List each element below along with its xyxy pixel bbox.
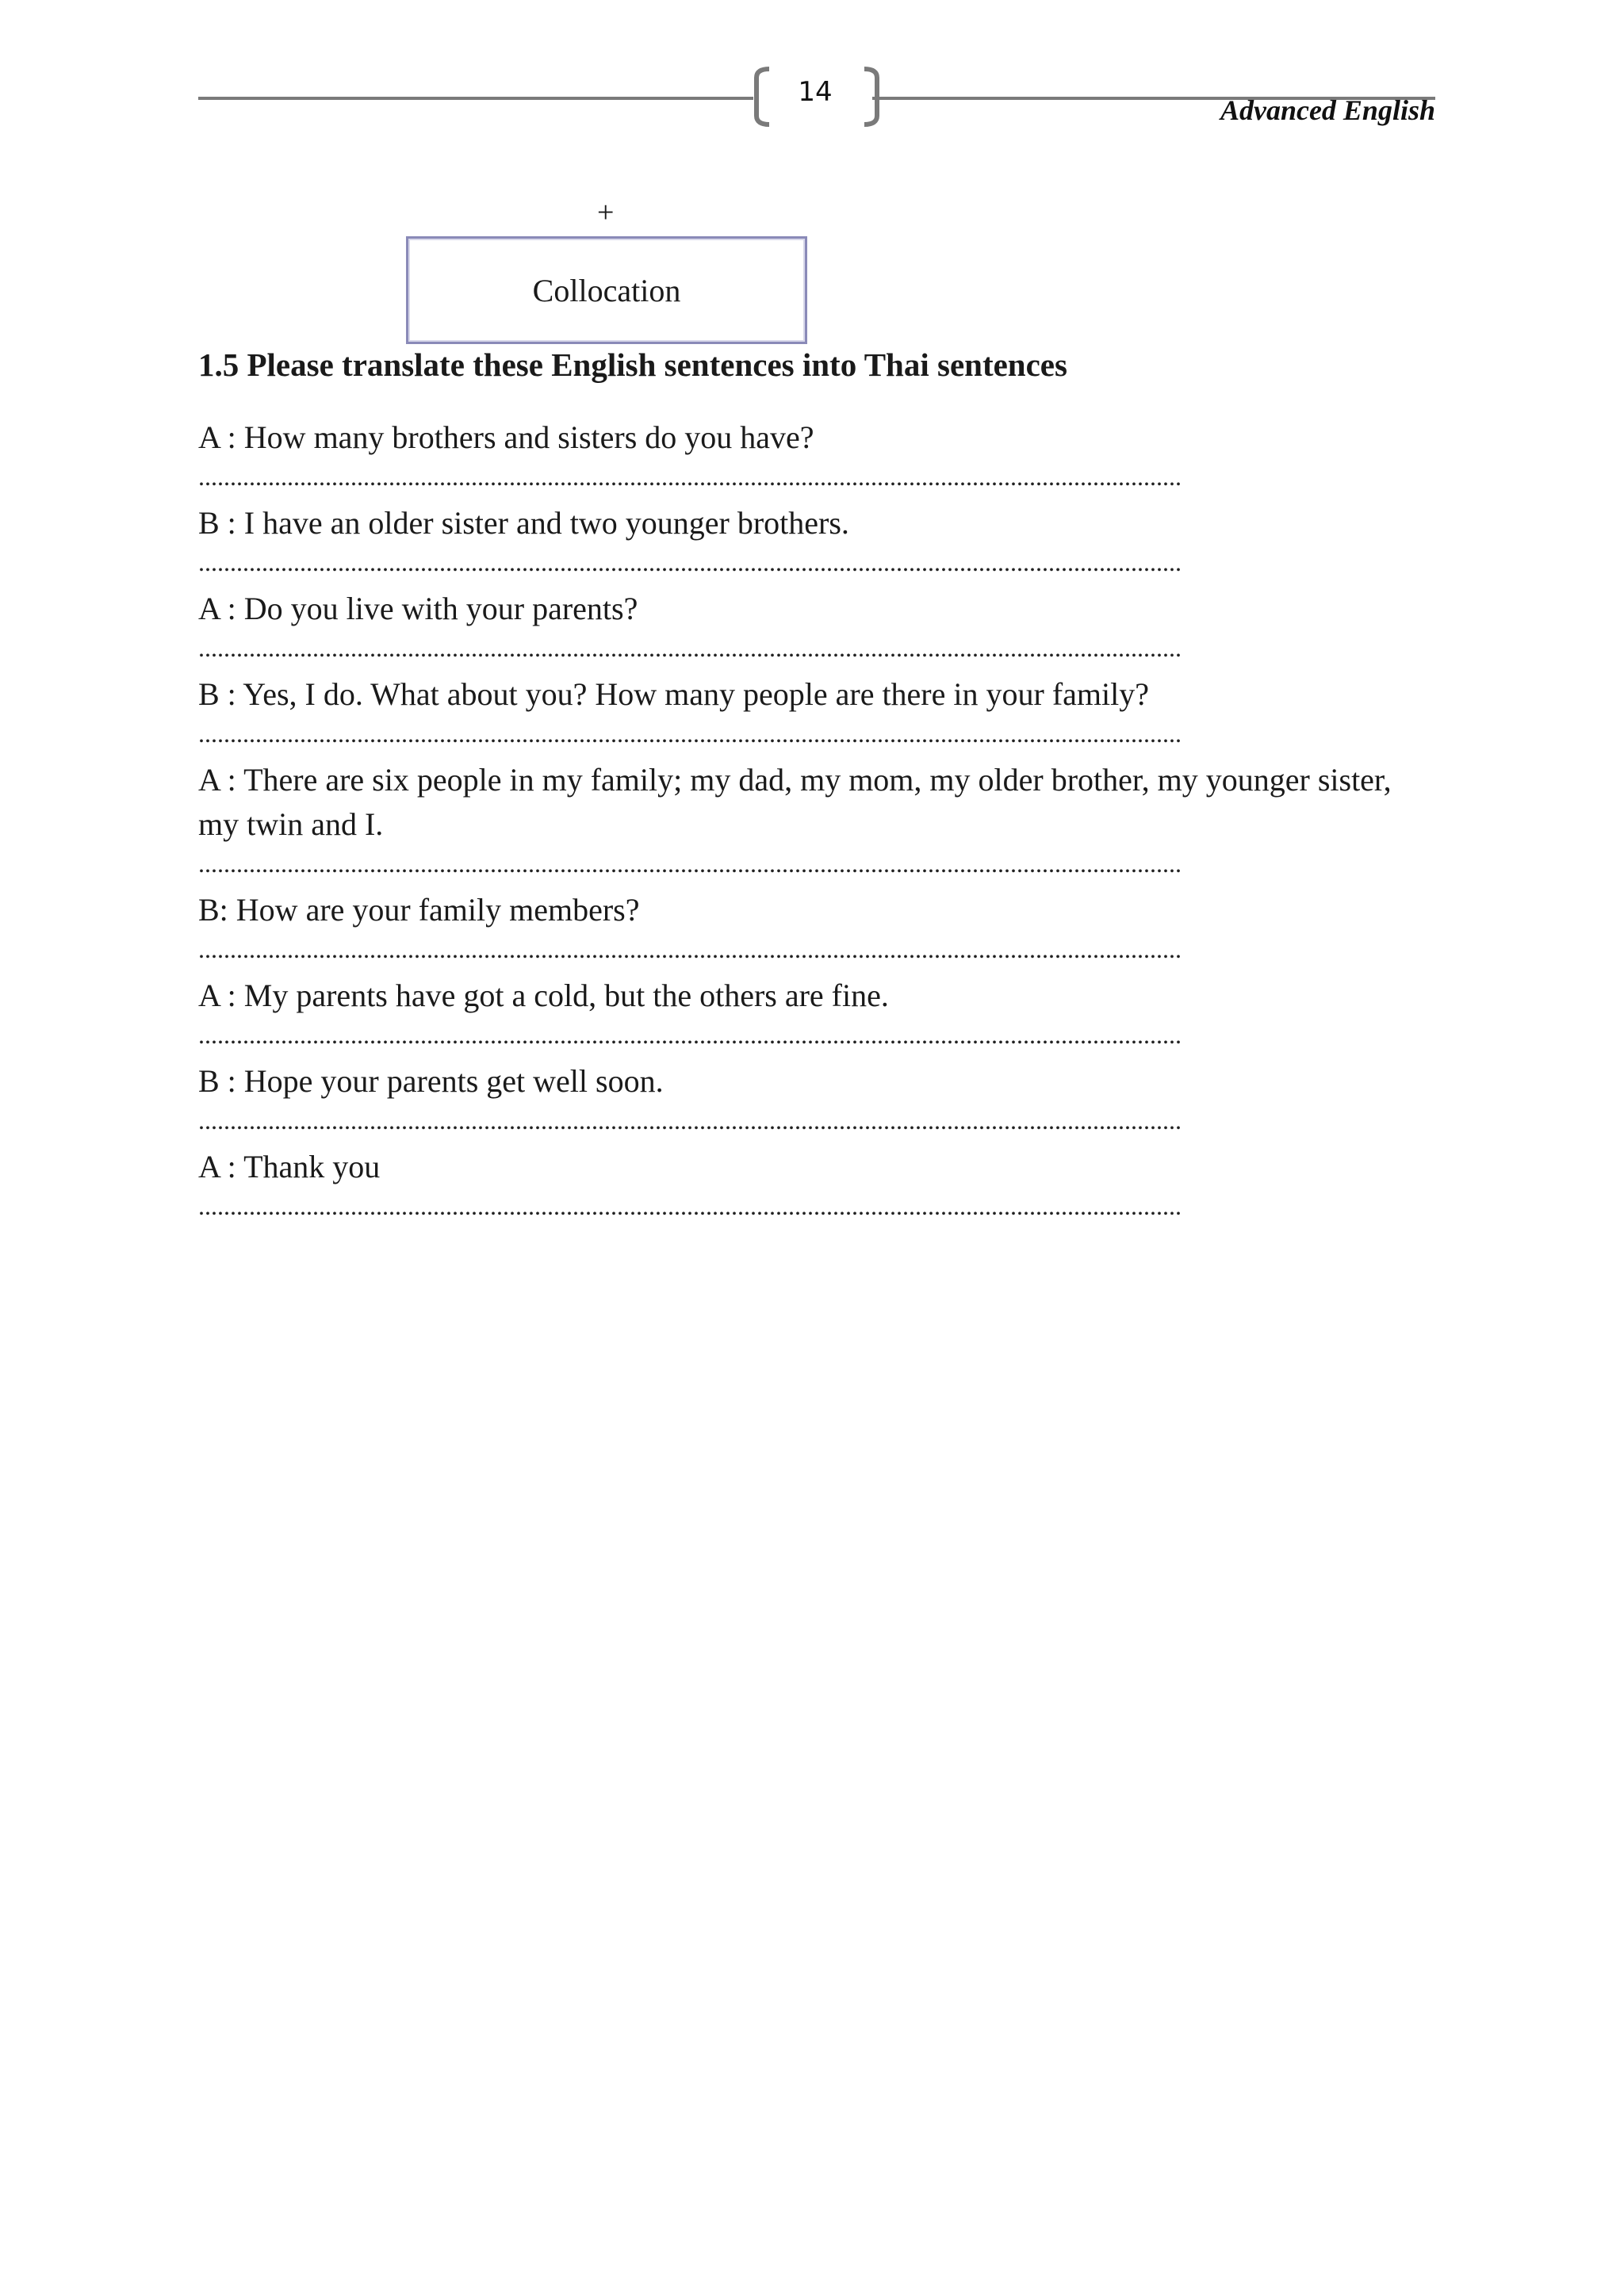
- header-rule-left: [198, 97, 753, 100]
- plus-sign: +: [597, 196, 615, 229]
- dialogue-item: [198, 1059, 1435, 1145]
- dialogue-line: B : Yes, I do. What about you? How many people are there in your family?: [198, 676, 1149, 712]
- dialogue-line: B : I have an older sister and two younger brothers.: [198, 505, 849, 541]
- collocation-label: Collocation: [532, 272, 681, 308]
- dialogue-item: [198, 672, 1435, 758]
- dialogue-item: [198, 758, 1435, 888]
- dialogue-line: B: How are your family members?: [198, 892, 640, 928]
- right-bracket-icon: [861, 67, 882, 127]
- dialogue-line: A : How many brothers and sisters do you have?: [198, 419, 814, 455]
- dialogue-line: A : Thank you: [198, 1149, 381, 1184]
- answer-line: ...........................................................................................................................................................: [198, 935, 1182, 963]
- dialogue-line: A : My parents have got a cold, but the others are fine.: [198, 978, 889, 1013]
- dialogue-line: B : Hope your parents get well soon.: [198, 1063, 664, 1099]
- dialogue-line: A : There are six people in my family; my dad, my mom, my older brother, my younger sister, my twin and I.: [198, 762, 1392, 842]
- dialogue-item: [198, 415, 1435, 501]
- answer-line: ...........................................................................................................................................................: [198, 548, 1182, 576]
- dialogue-item: [198, 888, 1435, 974]
- answer-line: ...........................................................................................................................................................: [198, 1020, 1182, 1049]
- dialogue-item: [198, 587, 1435, 672]
- answer-line: ...........................................................................................................................................................: [198, 719, 1182, 748]
- answer-line: ...........................................................................................................................................................: [198, 462, 1182, 491]
- dialogue-item: [198, 501, 1435, 587]
- dialogue-item: [198, 974, 1435, 1059]
- answer-line: ...........................................................................................................................................................: [198, 1106, 1182, 1135]
- collocation-box: [406, 236, 807, 344]
- dialogue-line: A : Do you live with your parents?: [198, 591, 638, 626]
- answer-line: ...........................................................................................................................................................: [198, 849, 1182, 878]
- section-heading: 1.5 Please translate these English sentences into Thai sentences: [198, 346, 1067, 383]
- dialogue-list: [198, 415, 1435, 1230]
- page-number: 14: [798, 76, 833, 108]
- running-title: Advanced English: [1220, 94, 1435, 126]
- dialogue-item: [198, 1145, 1435, 1230]
- answer-line: ...........................................................................................................................................................: [198, 1192, 1182, 1220]
- answer-line: ...........................................................................................................................................................: [198, 633, 1182, 662]
